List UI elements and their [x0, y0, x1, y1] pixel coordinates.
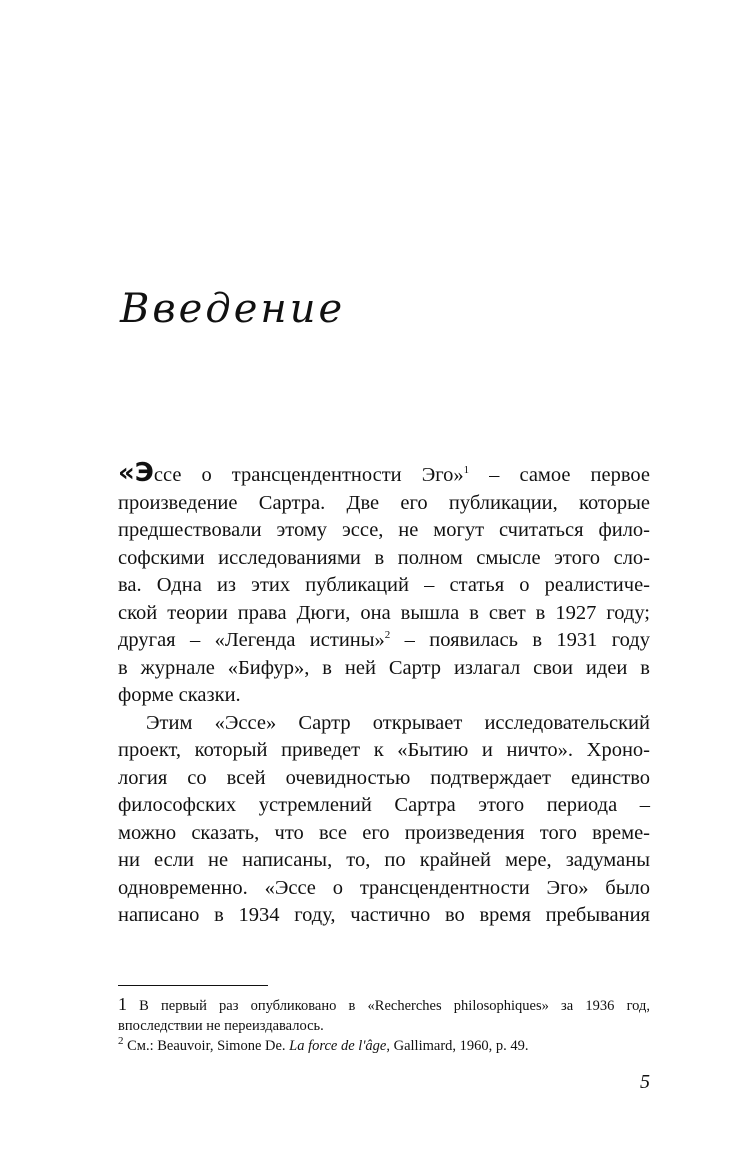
- paragraph-1-line-3: предшествовали этому эссе, не могут считаться фило-: [118, 519, 650, 541]
- paragraph-2-line-4: философских устремлений Сартра этого периода –: [118, 794, 650, 816]
- footnote-divider: [118, 985, 268, 986]
- footnote-ref-2: 2: [384, 629, 391, 642]
- footnote-2-title: La force de l'âge: [289, 1038, 387, 1054]
- paragraph-1-line-1: «Эcсе о трансцендентности Эго»$^1$ – самое первое: [118, 458, 650, 488]
- footnotes: [118, 994, 650, 1056]
- paragraph-2-line-7: одновременно. «Эссе о трансцендентности Эго» было: [118, 876, 650, 899]
- paragraph-1-line-9: форме сказки.: [118, 684, 241, 706]
- paragraph-1: [118, 460, 650, 710]
- paragraph-1-line-5: ва. Одна из этих публикаций – статья о реалистиче-: [118, 574, 650, 596]
- paragraph-2: [118, 710, 650, 930]
- paragraph-2-line-6: ни если не написаны, то, по крайней мере, задуманы: [118, 849, 650, 871]
- drop-cap: «Э: [118, 458, 154, 488]
- paragraph-2-line-2: проект, который приведет к «Бытию и ничто». Хроно-: [118, 739, 650, 761]
- footnote-ref-1: 1: [463, 464, 470, 477]
- paragraph-1-line-4: софскими исследованиями в полном смысле этого сло-: [118, 546, 650, 569]
- paragraph-2-line-8: написано в 1934 году, частично во время пребывания: [118, 904, 650, 926]
- body-text: [118, 460, 650, 930]
- chapter-title: Введение: [120, 286, 346, 332]
- footnote-1-line-1: 1 В первый раз опубликовано в «Recherches philosophiques» за 1936 год,: [118, 994, 650, 1014]
- paragraph-1-line-8: в журнале «Бифур», в ней Сартр излагал свои идеи в: [118, 656, 650, 679]
- paragraph-1-line-2: произведение Сартра. Две его публикации, которые: [118, 491, 650, 514]
- paragraph-2-line-5: можно сказать, что все его произведения того време-: [118, 821, 650, 844]
- paragraph-1-line-7: другая – «Легенда истины»$^2$ – появилась в 1931 году: [118, 629, 650, 651]
- footnote-1-number: 1: [118, 994, 127, 1014]
- footnote-1-line-2: впоследствии не переиздавалось.: [118, 1018, 324, 1034]
- page-number: 5: [640, 1071, 650, 1093]
- book-page: [118, 0, 650, 1170]
- paragraph-1-line-6: ской теории права Дюги, она вышла в свет в 1927 году;: [118, 601, 650, 624]
- paragraph-2-line-3: логия со всей очевидностью подтверждает единство: [118, 766, 650, 789]
- footnote-2: $^2$ См.: Beauvoir, Simone De. La force de l'âge, Gallimard, 1960, p. 49.: [118, 1035, 529, 1054]
- paragraph-2-line-1: Этим «Эссе» Сартр открывает исследовательский: [146, 711, 650, 734]
- footnote-2-number: 2: [118, 1035, 124, 1048]
